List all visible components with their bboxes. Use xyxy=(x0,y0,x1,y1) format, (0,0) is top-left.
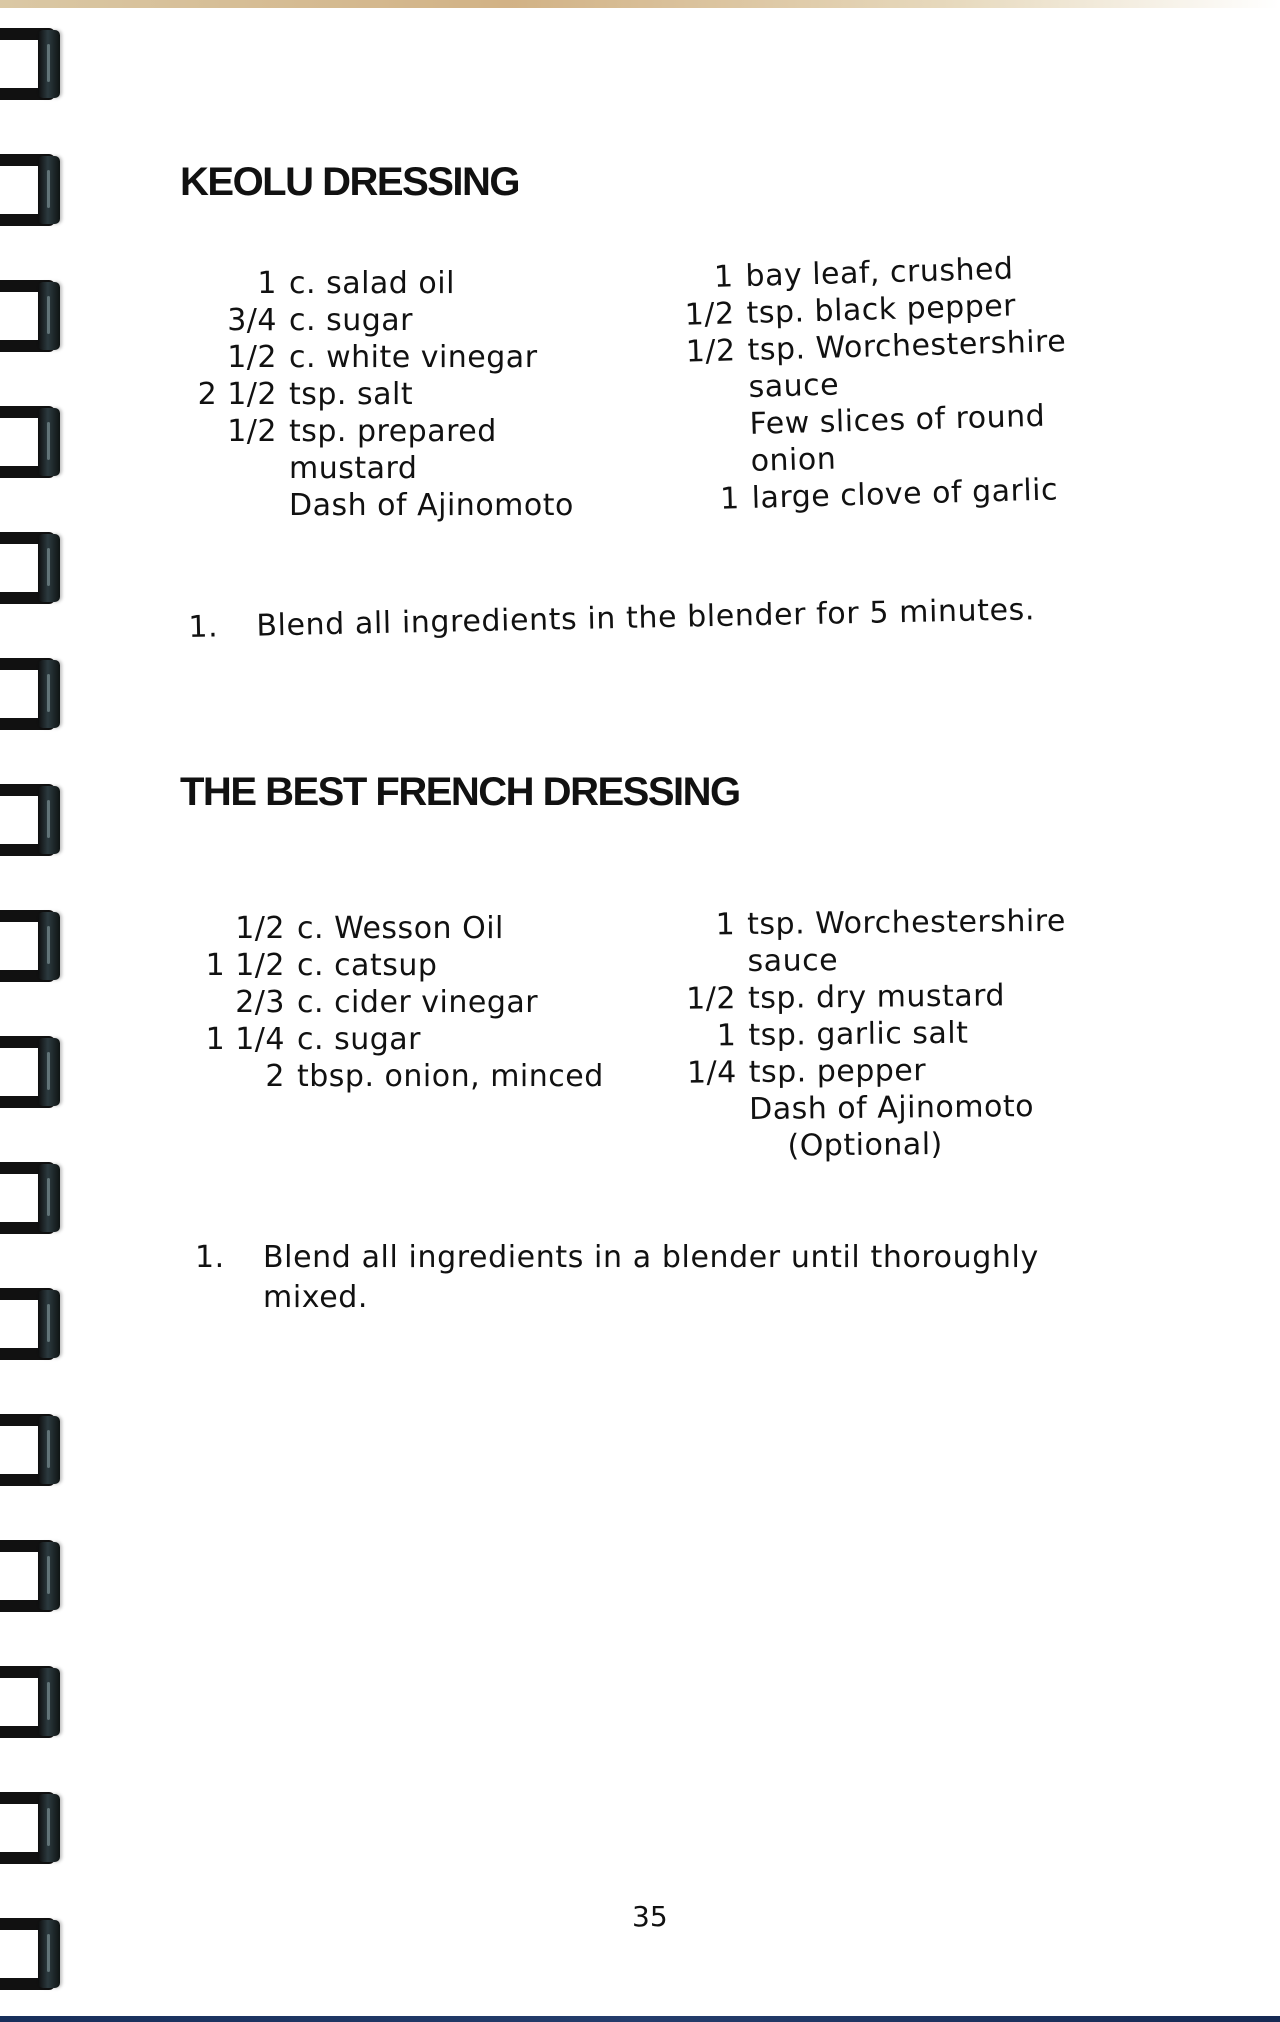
ingredient-quantity: 1/2 xyxy=(685,333,737,370)
ingredients-right-french xyxy=(686,903,1067,1165)
ingredient-text: onion xyxy=(750,441,837,479)
ingredient-line xyxy=(713,251,1014,295)
ingredient-quantity: 1 1/4 xyxy=(205,1022,285,1057)
ingredient-text: c. cider vinegar xyxy=(297,985,539,1020)
ingredient-line xyxy=(749,398,1046,443)
page-number: 35 xyxy=(632,1900,668,1933)
ingredient-text: sauce xyxy=(747,943,839,979)
ingredient-quantity: 1 xyxy=(715,907,736,943)
ingredient-text: bay leaf, crushed xyxy=(745,251,1014,294)
ingredient-text: Few slices of round xyxy=(749,398,1046,442)
ingredient-text: sauce xyxy=(748,367,840,405)
ingredient-text: tsp. salt xyxy=(289,377,414,412)
step-text-continuation: mixed. xyxy=(263,1280,369,1315)
ingredient-text: tsp. prepared xyxy=(289,414,497,449)
ingredient-text: Dash of Ajinomoto xyxy=(748,1089,1035,1127)
ingredient-text: c. white vinegar xyxy=(289,340,538,375)
ingredient-text: c. sugar xyxy=(297,1022,421,1057)
ingredient-quantity: 1/2 xyxy=(686,981,737,1017)
ingredient-line xyxy=(750,441,837,480)
ingredient-text: tbsp. onion, minced xyxy=(297,1059,604,1094)
ingredient-quantity: 2 1/2 xyxy=(197,377,277,412)
ingredient-text: tsp. Worchestershire xyxy=(747,324,1067,368)
ingredient-text: tsp. dry mustard xyxy=(747,978,1006,1016)
ingredient-quantity: 1/2 xyxy=(684,296,736,333)
step-number: 1. xyxy=(188,609,219,645)
ingredients-right-keolu xyxy=(684,251,1067,517)
step-number: 1. xyxy=(195,1240,225,1275)
ingredient-quantity: 1/2 xyxy=(235,911,285,946)
ingredient-line xyxy=(685,324,1067,370)
ingredient-text: (Optional) xyxy=(787,1126,943,1164)
ingredient-line xyxy=(748,367,840,406)
ingredient-text: Dash of Ajinomoto xyxy=(289,488,574,523)
step-text: Blend all ingredients in the blender for 5 minutes. xyxy=(256,592,1036,644)
ingredient-text: c. salad oil xyxy=(289,266,455,301)
ingredient-quantity: 1/2 xyxy=(227,414,277,449)
ingredient-text: tsp. Worchestershire xyxy=(747,903,1067,942)
ingredient-quantity: 1 xyxy=(716,1018,737,1054)
ingredient-text: mustard xyxy=(289,451,418,486)
ingredient-line xyxy=(719,472,1059,517)
ingredient-quantity: 1 xyxy=(257,266,277,301)
recipe-title-best-french-dressing: THE BEST FRENCH DRESSING xyxy=(180,770,740,814)
ingredient-quantity: 1 xyxy=(719,481,741,517)
ingredient-text: c. Wesson Oil xyxy=(297,911,504,946)
ingredient-quantity: 2 xyxy=(265,1059,285,1094)
ingredient-quantity: 1/4 xyxy=(686,1055,737,1091)
ingredient-text: large clove of garlic xyxy=(751,472,1059,516)
ingredient-quantity: 3/4 xyxy=(227,303,277,338)
ingredient-quantity: 1/2 xyxy=(227,340,277,375)
recipe-title-keolu-dressing: KEOLU DRESSING xyxy=(180,160,520,204)
ingredient-text: c. catsup xyxy=(297,948,438,983)
ingredient-text: tsp. garlic salt xyxy=(748,1015,969,1053)
ingredient-quantity: 1 1/2 xyxy=(205,948,285,983)
step-text: Blend all ingredients in a blender until thoroughly xyxy=(263,1240,1039,1275)
ingredient-text: tsp. pepper xyxy=(748,1053,927,1090)
ingredient-quantity: 1 xyxy=(713,259,735,295)
ingredient-quantity: 2/3 xyxy=(235,985,285,1020)
ingredient-line xyxy=(684,288,1017,333)
ingredient-text: tsp. black pepper xyxy=(746,288,1017,331)
ingredient-text: c. sugar xyxy=(289,303,413,338)
